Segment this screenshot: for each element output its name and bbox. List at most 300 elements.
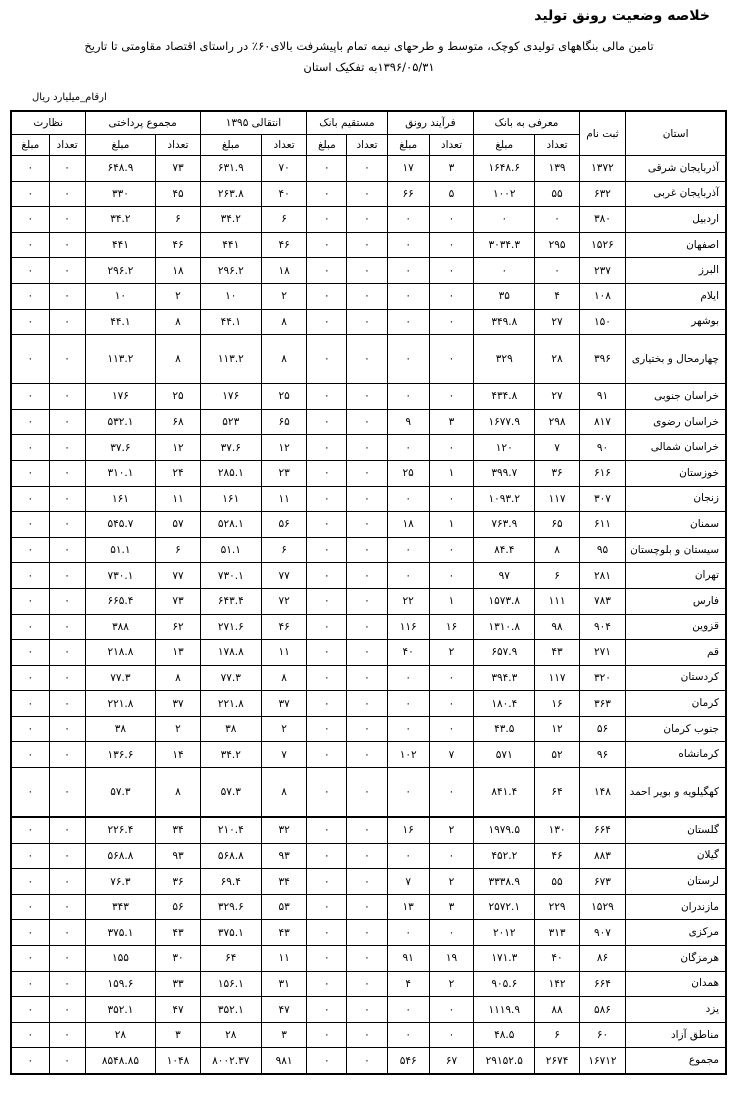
value-cell: ۱۷۸.۸	[200, 640, 261, 666]
value-cell: ۰	[347, 716, 387, 742]
value-cell: ۰	[49, 460, 85, 486]
province-cell: تهران	[626, 563, 726, 589]
value-cell: ۵	[429, 181, 473, 207]
value-cell: ۲۲۶.۴	[85, 817, 156, 843]
value-cell: ۸	[261, 665, 306, 691]
value-cell: ۰	[307, 207, 347, 233]
value-cell: ۰	[49, 640, 85, 666]
value-cell: ۰	[347, 817, 387, 843]
value-cell: ۰	[347, 460, 387, 486]
value-cell: ۰	[387, 435, 429, 461]
value-cell: ۰	[49, 156, 85, 182]
value-cell: ۰	[429, 665, 473, 691]
value-cell: ۱۱۷	[535, 486, 579, 512]
header-amount: مبلغ	[307, 135, 347, 156]
value-cell: ۲۹۶.۲	[200, 258, 261, 284]
value-cell: ۵۲۳	[200, 409, 261, 435]
value-cell: ۳۵۲.۱	[200, 997, 261, 1023]
value-cell: ۰	[11, 232, 49, 258]
value-cell: ۳۱	[261, 971, 306, 997]
value-cell: ۰	[11, 614, 49, 640]
value-cell: ۳۷۵.۱	[200, 920, 261, 946]
value-cell: ۰	[429, 768, 473, 818]
value-cell: ۰	[307, 232, 347, 258]
value-cell: ۱۷۶	[200, 384, 261, 410]
value-cell: ۰	[307, 181, 347, 207]
province-cell: خراسان رضوی	[626, 409, 726, 435]
value-cell: ۰	[307, 691, 347, 717]
value-cell: ۳۸	[85, 716, 156, 742]
value-cell: ۰	[387, 258, 429, 284]
header-province: استان	[626, 111, 726, 156]
value-cell: ۰	[11, 283, 49, 309]
province-cell: اردبیل	[626, 207, 726, 233]
header-amount: مبلغ	[387, 135, 429, 156]
value-cell: ۸۸	[535, 997, 579, 1023]
header-count: تعداد	[156, 135, 200, 156]
province-cell: بوشهر	[626, 309, 726, 335]
value-cell: ۰	[49, 742, 85, 768]
value-cell: ۰	[11, 691, 49, 717]
value-cell: ۹۱	[387, 946, 429, 972]
value-cell: ۵۶	[156, 894, 200, 920]
value-cell: ۰	[387, 768, 429, 818]
value-cell: ۰	[347, 563, 387, 589]
value-cell: ۰	[429, 537, 473, 563]
value-cell: ۴۰	[261, 181, 306, 207]
value-cell: ۰	[307, 486, 347, 512]
value-cell: ۰	[307, 869, 347, 895]
value-cell: ۰	[49, 258, 85, 284]
value-cell: ۰	[429, 920, 473, 946]
value-cell: ۰	[11, 460, 49, 486]
value-cell: ۶۲	[156, 614, 200, 640]
value-cell: ۵۳۲.۱	[85, 409, 156, 435]
value-cell: ۴۳	[261, 920, 306, 946]
value-cell: ۰	[347, 894, 387, 920]
value-cell: ۰	[347, 920, 387, 946]
value-cell: ۰	[11, 971, 49, 997]
value-cell: ۱۶	[535, 691, 579, 717]
value-cell: ۰	[11, 817, 49, 843]
value-cell: ۰	[347, 1048, 387, 1074]
province-cell: خراسان شمالی	[626, 435, 726, 461]
table-row	[11, 691, 726, 717]
table-row	[11, 946, 726, 972]
value-cell: ۴۳	[156, 920, 200, 946]
value-cell: ۱۲	[156, 435, 200, 461]
value-cell: ۰	[49, 843, 85, 869]
value-cell: ۲۱۰.۴	[200, 817, 261, 843]
value-cell: ۰	[307, 971, 347, 997]
value-cell: ۰	[307, 335, 347, 384]
value-cell: ۷	[387, 869, 429, 895]
value-cell: ۳۱۳	[535, 920, 579, 946]
value-cell: ۳۴۹.۸	[474, 309, 535, 335]
value-cell: ۳۴.۲	[85, 207, 156, 233]
province-cell: جنوب کرمان	[626, 716, 726, 742]
value-cell: ۶۴۸.۹	[85, 156, 156, 182]
value-cell: ۰	[347, 156, 387, 182]
value-cell: ۳۴۳	[85, 894, 156, 920]
value-cell: ۱۶۱	[85, 486, 156, 512]
province-cell: فارس	[626, 588, 726, 614]
value-cell: ۳۷.۶	[200, 435, 261, 461]
province-cell: آذربایجان غربی	[626, 181, 726, 207]
value-cell: ۲	[429, 640, 473, 666]
value-cell: ۰	[11, 742, 49, 768]
table-row	[11, 335, 726, 384]
value-cell: ۰	[307, 1048, 347, 1074]
value-cell: ۰	[347, 258, 387, 284]
value-cell: ۶۶	[387, 181, 429, 207]
value-cell: ۸۴.۴	[474, 537, 535, 563]
value-cell: ۰	[429, 283, 473, 309]
value-cell: ۵۶	[261, 512, 306, 538]
value-cell: ۰	[307, 1022, 347, 1048]
value-cell: ۱۱	[261, 640, 306, 666]
value-cell: ۱۲	[261, 435, 306, 461]
value-cell: ۱۳۹	[535, 156, 579, 182]
value-cell: ۴۰	[535, 946, 579, 972]
value-cell: ۲	[429, 971, 473, 997]
value-cell: ۰	[347, 537, 387, 563]
value-cell: ۵۷۱	[474, 742, 535, 768]
value-cell: ۸	[156, 309, 200, 335]
table-row	[11, 665, 726, 691]
value-cell: ۱۴۸	[579, 768, 625, 818]
value-cell: ۶۳۱.۹	[200, 156, 261, 182]
value-cell: ۶	[261, 537, 306, 563]
table-row	[11, 181, 726, 207]
value-cell: ۰	[347, 614, 387, 640]
value-cell: ۱۱۳.۲	[85, 335, 156, 384]
value-cell: ۹۳	[156, 843, 200, 869]
value-cell: ۰	[429, 486, 473, 512]
value-cell: ۲۵	[387, 460, 429, 486]
value-cell: ۰	[307, 409, 347, 435]
value-cell: ۰	[49, 563, 85, 589]
value-cell: ۳۲۹.۶	[200, 894, 261, 920]
value-cell: ۰	[11, 563, 49, 589]
value-cell: ۱۰	[85, 283, 156, 309]
value-cell: ۰	[11, 512, 49, 538]
value-cell: ۱۸	[156, 258, 200, 284]
value-cell: ۹	[387, 409, 429, 435]
value-cell: ۰	[387, 335, 429, 384]
value-cell: ۲۲۱.۸	[85, 691, 156, 717]
value-cell: ۰	[347, 640, 387, 666]
value-cell: ۹۰	[579, 435, 625, 461]
value-cell: ۰	[535, 207, 579, 233]
value-cell: ۰	[11, 869, 49, 895]
value-cell: ۰	[307, 843, 347, 869]
value-cell: ۰	[49, 869, 85, 895]
table-row	[11, 1022, 726, 1048]
value-cell: ۲۷	[535, 309, 579, 335]
value-cell: ۱	[429, 460, 473, 486]
value-cell: ۲۲	[387, 588, 429, 614]
value-cell: ۱۵۲۹	[579, 894, 625, 920]
value-cell: ۳۶۳	[579, 691, 625, 717]
value-cell: ۴۶	[261, 232, 306, 258]
table-row	[11, 512, 726, 538]
value-cell: ۲	[156, 716, 200, 742]
value-cell: ۳	[261, 1022, 306, 1048]
value-cell: ۰	[474, 207, 535, 233]
value-cell: ۰	[307, 435, 347, 461]
province-cell: هرمزگان	[626, 946, 726, 972]
value-cell: ۹۱	[579, 384, 625, 410]
province-cell: خوزستان	[626, 460, 726, 486]
table-row	[11, 435, 726, 461]
header-group: معرفی به بانک	[474, 111, 580, 135]
value-cell: ۰	[11, 384, 49, 410]
value-cell: ۰	[307, 384, 347, 410]
value-cell: ۰	[387, 920, 429, 946]
province-cell: گلستان	[626, 817, 726, 843]
value-cell: ۵۷.۳	[200, 768, 261, 818]
value-cell: ۴۷	[261, 997, 306, 1023]
value-cell: ۰	[11, 946, 49, 972]
value-cell: ۰	[347, 691, 387, 717]
value-cell: ۵۵	[535, 181, 579, 207]
value-cell: ۰	[347, 946, 387, 972]
value-cell: ۱۳۶.۶	[85, 742, 156, 768]
value-cell: ۰	[387, 691, 429, 717]
value-cell: ۷۷	[156, 563, 200, 589]
value-cell: ۱۶۴۸.۶	[474, 156, 535, 182]
value-cell: ۰	[429, 335, 473, 384]
value-cell: ۳۸۰	[579, 207, 625, 233]
value-cell: ۳۸۸	[85, 614, 156, 640]
value-cell: ۱۱۱	[535, 588, 579, 614]
value-cell: ۱۰۰۲	[474, 181, 535, 207]
value-cell: ۱۶	[429, 614, 473, 640]
value-cell: ۱۰۲	[387, 742, 429, 768]
value-cell: ۲۰۱۲	[474, 920, 535, 946]
value-cell: ۰	[11, 1048, 49, 1074]
value-cell: ۱۵۶.۱	[200, 971, 261, 997]
table-row	[11, 563, 726, 589]
header-amount: مبلغ	[200, 135, 261, 156]
value-cell: ۳۳	[156, 971, 200, 997]
value-cell: ۰	[429, 997, 473, 1023]
value-cell: ۱۵۰	[579, 309, 625, 335]
value-cell: ۷۷.۳	[85, 665, 156, 691]
table-row	[11, 588, 726, 614]
value-cell: ۱۳	[387, 894, 429, 920]
header-count: تعداد	[347, 135, 387, 156]
value-cell: ۷۰	[261, 156, 306, 182]
value-cell: ۱۹۷۹.۵	[474, 817, 535, 843]
table-row	[11, 869, 726, 895]
value-cell: ۶۵	[261, 409, 306, 435]
value-cell: ۸	[156, 335, 200, 384]
value-cell: ۰	[387, 309, 429, 335]
table-row	[11, 614, 726, 640]
value-cell: ۹۳	[261, 843, 306, 869]
value-cell: ۲	[429, 869, 473, 895]
value-cell: ۶	[535, 1022, 579, 1048]
value-cell: ۴۴۱	[85, 232, 156, 258]
value-cell: ۳۲۹	[474, 335, 535, 384]
table-row	[11, 309, 726, 335]
value-cell: ۱۴۲	[535, 971, 579, 997]
value-cell: ۰	[11, 486, 49, 512]
value-cell: ۵۱.۱	[85, 537, 156, 563]
province-cell: البرز	[626, 258, 726, 284]
value-cell: ۸۵۴۸.۸۵	[85, 1048, 156, 1074]
province-cell: همدان	[626, 971, 726, 997]
value-cell: ۳۸	[200, 716, 261, 742]
value-cell: ۴۳۴.۸	[474, 384, 535, 410]
value-cell: ۰	[11, 920, 49, 946]
value-cell: ۰	[307, 946, 347, 972]
value-cell: ۰	[307, 665, 347, 691]
value-cell: ۴۷	[156, 997, 200, 1023]
value-cell: ۷۳	[156, 156, 200, 182]
value-cell: ۰	[49, 181, 85, 207]
value-cell: ۳	[429, 409, 473, 435]
table-row	[11, 843, 726, 869]
table-row	[11, 997, 726, 1023]
value-cell: ۵۶۸.۸	[200, 843, 261, 869]
value-cell: ۶۵	[535, 512, 579, 538]
value-cell: ۰	[347, 588, 387, 614]
value-cell: ۴	[387, 971, 429, 997]
value-cell: ۳۵۲.۱	[85, 997, 156, 1023]
value-cell: ۲۹۶.۲	[85, 258, 156, 284]
province-cell: سیستان و بلوچستان	[626, 537, 726, 563]
value-cell: ۳۴	[156, 817, 200, 843]
value-cell: ۶۰	[579, 1022, 625, 1048]
value-cell: ۱۶۷۱۲	[579, 1048, 625, 1074]
value-cell: ۰	[347, 309, 387, 335]
value-cell: ۳۰۳۴.۳	[474, 232, 535, 258]
table-row	[11, 207, 726, 233]
value-cell: ۰	[11, 258, 49, 284]
header-count: تعداد	[49, 135, 85, 156]
value-cell: ۱۱	[261, 946, 306, 972]
value-cell: ۵۶۸.۸	[85, 843, 156, 869]
value-cell: ۲۸۵.۱	[200, 460, 261, 486]
value-cell: ۰	[49, 435, 85, 461]
value-cell: ۰	[307, 258, 347, 284]
value-cell: ۳۶	[535, 460, 579, 486]
header-amount: مبلغ	[11, 135, 49, 156]
value-cell: ۰	[347, 665, 387, 691]
value-cell: ۰	[11, 537, 49, 563]
value-cell: ۰	[387, 563, 429, 589]
value-cell: ۷۳۰.۱	[200, 563, 261, 589]
value-cell: ۰	[307, 614, 347, 640]
value-cell: ۶۶۴	[579, 971, 625, 997]
value-cell: ۵۷	[156, 512, 200, 538]
value-cell: ۰	[387, 1022, 429, 1048]
table-row	[11, 1048, 726, 1074]
value-cell: ۰	[387, 232, 429, 258]
value-cell: ۴۶	[535, 843, 579, 869]
value-cell: ۱۰۹۳.۲	[474, 486, 535, 512]
value-cell: ۷۳۰.۱	[85, 563, 156, 589]
value-cell: ۸	[156, 665, 200, 691]
value-cell: ۲۷۱	[579, 640, 625, 666]
value-cell: ۷۶۳.۹	[474, 512, 535, 538]
table-row	[11, 460, 726, 486]
value-cell: ۳	[429, 894, 473, 920]
value-cell: ۲۸	[85, 1022, 156, 1048]
value-cell: ۰	[307, 309, 347, 335]
value-cell: ۰	[49, 946, 85, 972]
header-group: مستقیم بانک	[307, 111, 387, 135]
value-cell: ۲۵	[156, 384, 200, 410]
value-cell: ۶	[261, 207, 306, 233]
value-cell: ۰	[387, 283, 429, 309]
value-cell: ۷۷	[261, 563, 306, 589]
value-cell: ۶	[156, 537, 200, 563]
value-cell: ۱۱۱۹.۹	[474, 997, 535, 1023]
value-cell: ۰	[347, 843, 387, 869]
value-cell: ۱۳	[156, 640, 200, 666]
value-cell: ۰	[347, 486, 387, 512]
value-cell: ۰	[49, 486, 85, 512]
value-cell: ۳۶	[156, 869, 200, 895]
table-row	[11, 409, 726, 435]
value-cell: ۰	[347, 435, 387, 461]
value-cell: ۹۵	[579, 537, 625, 563]
value-cell: ۲۹۸	[535, 409, 579, 435]
value-cell: ۴۴.۱	[85, 309, 156, 335]
value-cell: ۰	[11, 207, 49, 233]
value-cell: ۰	[49, 1048, 85, 1074]
value-cell: ۰	[49, 384, 85, 410]
province-cell: کرمان	[626, 691, 726, 717]
value-cell: ۰	[347, 409, 387, 435]
value-cell: ۶۳۲	[579, 181, 625, 207]
value-cell: ۰	[49, 283, 85, 309]
value-cell: ۰	[429, 384, 473, 410]
value-cell: ۱۸۰.۴	[474, 691, 535, 717]
value-cell: ۰	[49, 971, 85, 997]
value-cell: ۳۱۰.۱	[85, 460, 156, 486]
province-cell: مرکزی	[626, 920, 726, 946]
value-cell: ۲۸	[200, 1022, 261, 1048]
value-cell: ۲۲۹	[535, 894, 579, 920]
value-cell: ۳۰۷	[579, 486, 625, 512]
value-cell: ۲۶۷۴	[535, 1048, 579, 1074]
province-cell: آذربایجان شرقی	[626, 156, 726, 182]
value-cell: ۰	[307, 512, 347, 538]
subtitle-line-2: ۱۳۹۶/۰۵/۳۱به تفکیک استان	[303, 60, 435, 74]
value-cell: ۲۷	[535, 384, 579, 410]
value-cell: ۰	[307, 716, 347, 742]
unit-label: ارقام_میلیارد ریال	[32, 92, 107, 103]
table-body	[11, 156, 726, 1075]
province-cell: مناطق آزاد	[626, 1022, 726, 1048]
province-cell: ایلام	[626, 283, 726, 309]
table-row	[11, 283, 726, 309]
table-row	[11, 384, 726, 410]
value-cell: ۱۶۷۷.۹	[474, 409, 535, 435]
province-cell: زنجان	[626, 486, 726, 512]
value-cell: ۳۹۴.۳	[474, 665, 535, 691]
value-cell: ۰	[429, 309, 473, 335]
value-cell: ۸	[261, 335, 306, 384]
value-cell: ۰	[387, 716, 429, 742]
value-cell: ۲۴	[156, 460, 200, 486]
value-cell: ۰	[429, 691, 473, 717]
